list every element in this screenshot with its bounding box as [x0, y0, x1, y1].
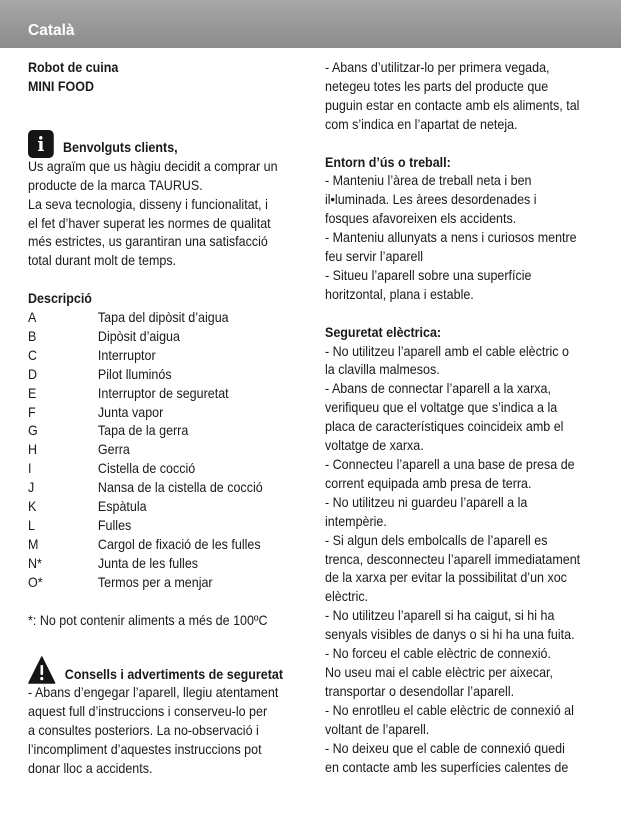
- part-row: [28, 347, 290, 366]
- text-line: - Si algun dels embolcalls de l’aparell es: [325, 532, 548, 548]
- part-label: Tapa del dipòsit d’aigua: [97, 310, 229, 326]
- part-row: [28, 479, 290, 498]
- part-row: [28, 309, 290, 328]
- language-header-bar: [0, 0, 621, 48]
- part-row: [28, 555, 290, 574]
- text-line: en contacte amb les superfícies calentes de: [325, 759, 569, 775]
- part-key: M: [28, 536, 39, 552]
- part-key: H: [28, 442, 38, 458]
- environment-title: Entorn d’ús o treball:: [325, 154, 451, 170]
- part-row: [28, 498, 290, 517]
- part-label: Termos per a menjar: [97, 574, 213, 590]
- part-label: Dipòsit d’aigua: [97, 328, 180, 344]
- intro-text: [325, 59, 587, 135]
- text-line: il•luminada. Les àrees desordenades i: [325, 192, 537, 208]
- part-key: C: [28, 347, 38, 363]
- parts-list: [28, 309, 290, 593]
- part-label: Interruptor de seguretat: [97, 385, 229, 401]
- part-row: [28, 441, 290, 460]
- part-row: [28, 517, 290, 536]
- part-key: N*: [28, 555, 42, 571]
- welcome-text: [28, 158, 290, 271]
- part-row: [28, 404, 290, 423]
- safety-text: [28, 684, 290, 779]
- part-label: Gerra: [97, 442, 130, 458]
- part-row: [28, 366, 290, 385]
- text-line: voltatge de xarxa.: [325, 438, 424, 454]
- product-model: MINI FOOD: [28, 78, 95, 94]
- text-line: La seva tecnologia, disseny i funcionalitat, i: [28, 196, 268, 212]
- text-line: - Abans de connectar l’aparell a la xarxa,: [325, 381, 551, 397]
- text-line: senyals visibles de danys o si hi ha una fuita.: [325, 627, 575, 643]
- text-line: elèctric.: [325, 589, 369, 605]
- right-column: [325, 59, 587, 777]
- part-label: Pilot lluminós: [97, 366, 172, 382]
- left-column: [28, 59, 290, 779]
- part-key: L: [28, 518, 35, 534]
- text-line: - Connecteu l’aparell a una base de presa de: [325, 457, 575, 472]
- welcome-title: Benvolguts clients,: [62, 139, 178, 155]
- part-label: Junta de les fulles: [97, 555, 199, 571]
- environment-text: [325, 172, 587, 304]
- part-label: Tapa de la gerra: [97, 423, 189, 439]
- text-line: de la xarxa per evitar la possibilitat d’un xoc: [325, 570, 567, 586]
- part-key: E: [28, 385, 37, 401]
- text-line: horitzontal, plana i estable.: [325, 286, 474, 302]
- text-line: feu servir l’aparell: [325, 249, 424, 265]
- part-key: I: [28, 461, 32, 477]
- text-line: la clavilla malmesos.: [325, 362, 440, 378]
- text-line: netegeu totes les parts del producte que: [325, 78, 549, 94]
- text-line: - No enrotlleu el cable elèctric de connexió al: [325, 702, 574, 718]
- text-line: - Abans d’engegar l’aparell, llegiu atentament: [28, 685, 279, 701]
- text-line: voltant de l’aparell.: [325, 721, 430, 737]
- part-label: Espàtula: [97, 499, 147, 515]
- safety-heading: [28, 656, 290, 684]
- part-key: J: [28, 480, 35, 496]
- text-line: - No forceu el cable elèctric de connexió.: [325, 646, 551, 662]
- description-title: Descripció: [28, 291, 92, 307]
- part-row: [28, 385, 290, 404]
- text-line: - No utilitzeu l’aparell amb el cable elèctric o: [325, 343, 569, 359]
- part-key: A: [28, 310, 37, 326]
- text-line: transportar o desendollar l’aparell.: [325, 683, 515, 699]
- part-key: D: [28, 366, 38, 382]
- part-key: B: [28, 328, 37, 344]
- part-key: K: [28, 499, 37, 515]
- part-label: Fulles: [97, 518, 132, 534]
- electrical-text: [325, 343, 587, 778]
- footnote: *: No pot contenir aliments a més de 100ºC: [28, 612, 268, 628]
- part-row: [28, 328, 290, 347]
- part-row: [28, 574, 290, 593]
- text-line: - Manteniu l’àrea de treball neta i ben: [325, 173, 532, 189]
- text-line: verifiqueu que el voltatge que s’indica a la: [325, 400, 558, 416]
- part-row: [28, 422, 290, 441]
- text-line: corrent equipada amb presa de terra.: [325, 475, 532, 491]
- part-label: Cargol de fixació de les fulles: [97, 536, 261, 552]
- text-line: No useu mai el cable elèctric per aixecar,: [325, 664, 554, 680]
- part-key: G: [28, 423, 38, 439]
- part-label: Interruptor: [97, 347, 156, 363]
- warning-icon: [28, 656, 56, 684]
- part-key: O*: [28, 574, 43, 590]
- text-line: placa de característiques coincideix amb el: [325, 419, 564, 435]
- part-key: F: [28, 404, 36, 420]
- safety-title: Consells i advertiments de seguretat: [64, 666, 284, 682]
- text-line: intempèrie.: [325, 513, 387, 529]
- text-line: donar lloc a accidents.: [28, 761, 153, 777]
- text-line: l’incompliment d’aquestes instruccions pot: [28, 742, 262, 758]
- part-row: [28, 460, 290, 479]
- electrical-title: Seguretat elèctrica:: [325, 324, 442, 340]
- text-line: - No utilitzeu ni guardeu l’aparell a la: [325, 494, 528, 510]
- text-line: producte de la marca TAURUS.: [28, 177, 203, 193]
- text-line: puguin estar en contacte amb els aliments, tal: [325, 97, 580, 113]
- text-line: - No deixeu que el cable de connexió quedi: [325, 740, 565, 756]
- text-line: el fet d’haver superat les normes de qualitat: [28, 215, 271, 231]
- text-line: aquest full d’instruccions i conserveu-lo per: [28, 704, 268, 720]
- text-line: Us agraïm que us hàgiu decidit a comprar un: [28, 158, 278, 174]
- part-row: [28, 536, 290, 555]
- part-label: Cistella de cocció: [97, 461, 196, 477]
- text-line: - Manteniu allunyats a nens i curiosos mentre: [325, 230, 577, 246]
- part-label: Nansa de la cistella de cocció: [97, 480, 263, 496]
- part-label: Junta vapor: [97, 404, 164, 420]
- text-line: - Abans d’utilitzar-lo per primera vegada,: [325, 60, 550, 75]
- language-title: Català: [28, 22, 75, 39]
- text-line: - Situeu l’aparell sobre una superfície: [325, 267, 532, 283]
- welcome-heading: [28, 130, 290, 158]
- text-line: total durant molt de temps.: [28, 253, 177, 269]
- product-type: Robot de cuina: [28, 60, 119, 75]
- text-line: a consultes posteriors. La no-observació i: [28, 723, 259, 739]
- text-line: fosques afavoreixen els accidents.: [325, 211, 517, 227]
- text-line: trenca, desconnecteu l’aparell immediatament: [325, 551, 581, 567]
- text-line: com s’indica en l’apartat de neteja.: [325, 116, 518, 132]
- text-line: - No utilitzeu l’aparell si ha caigut, si hi ha: [325, 608, 555, 624]
- text-line: més estrictes, us garantiran una satisfacció: [28, 234, 268, 250]
- info-icon: i: [28, 130, 54, 158]
